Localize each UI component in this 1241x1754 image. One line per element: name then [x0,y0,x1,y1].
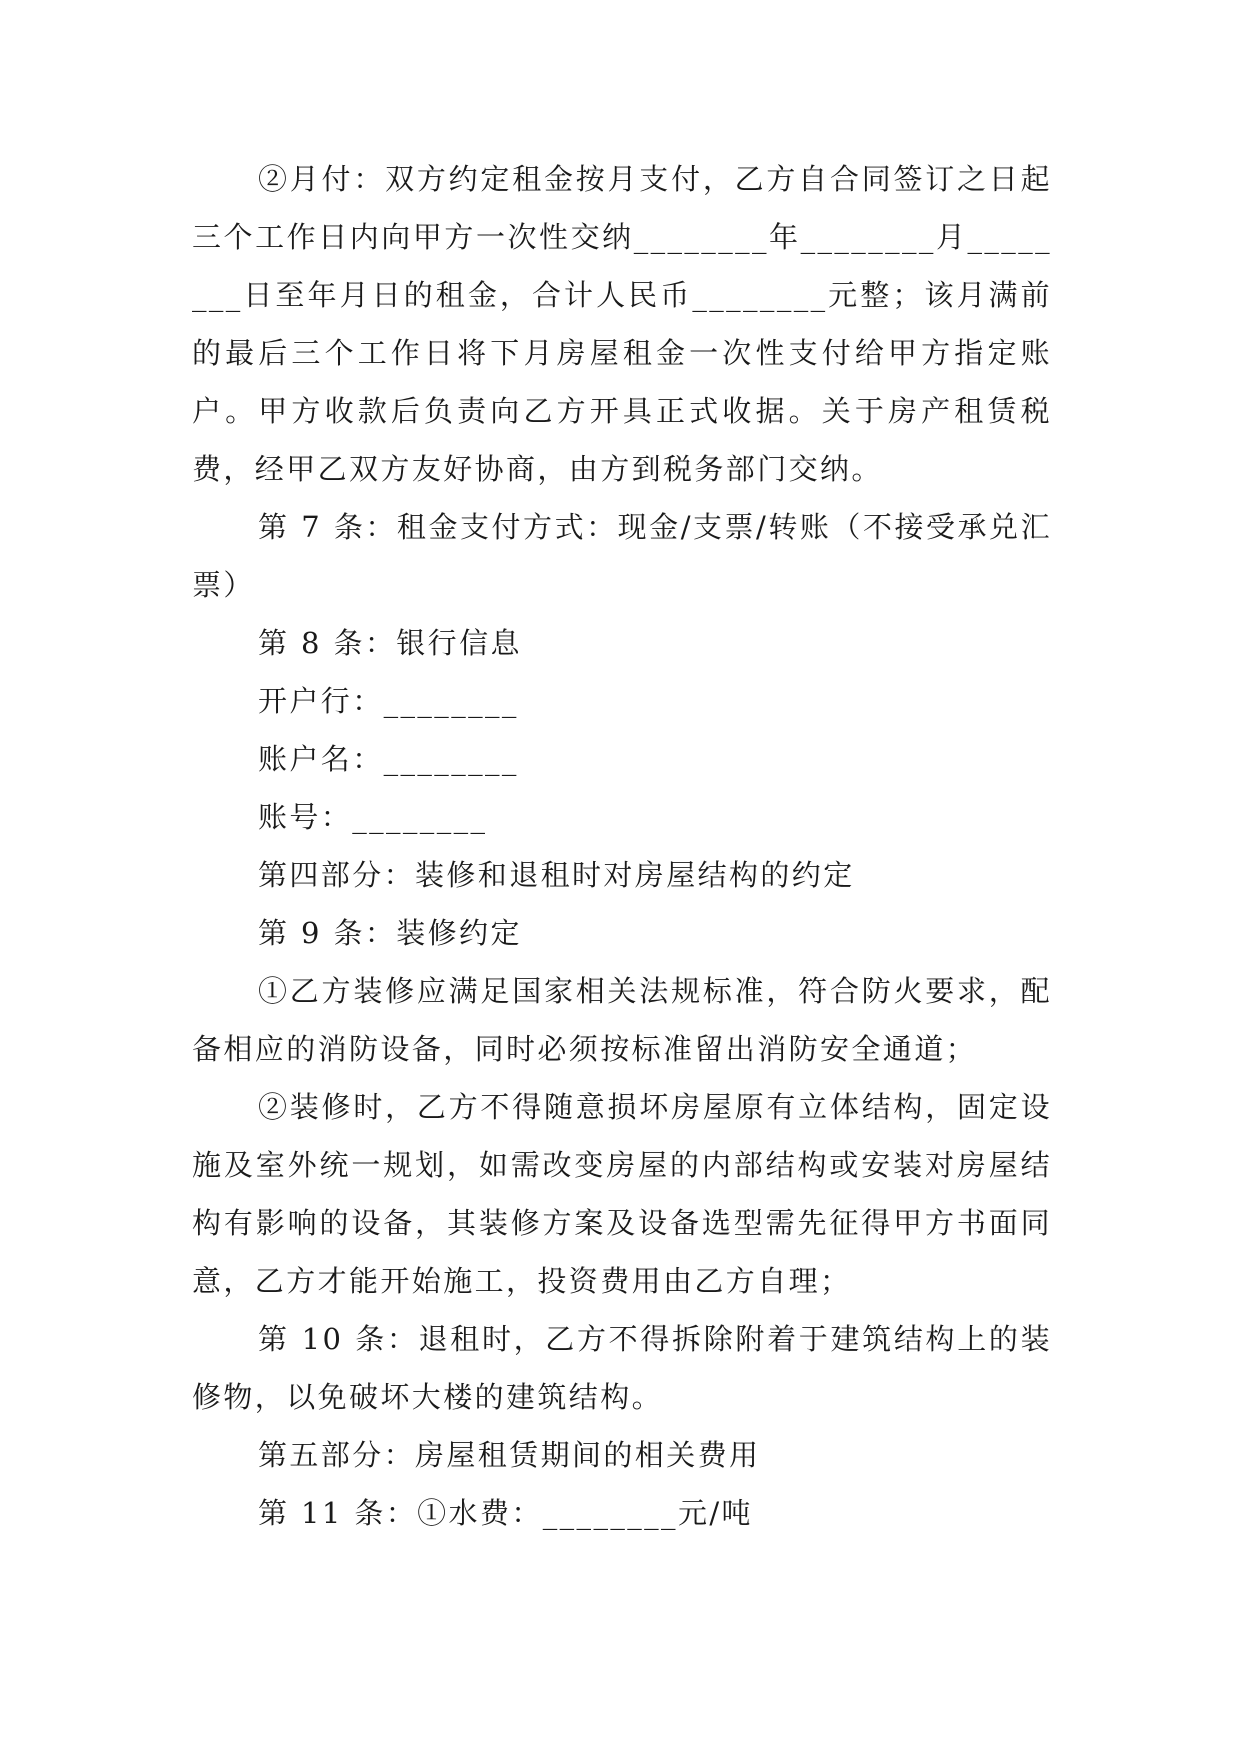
bank-name-line: 开户行：________ [258,684,519,718]
clause-9-item-1: ①乙方装修应满足国家相关法规标准，符合防火要求，配备相应的消防设备，同时必须按标准留出消防安全通道； [192,974,1052,1066]
clause-9-decoration: 第 9 条：装修约定 [258,916,522,950]
clause-10-move-out: 第 10 条：退租时，乙方不得拆除附着于建筑结构上的装修物，以免破坏大楼的建筑结构。 [192,1322,1052,1414]
section-5-heading: 第五部分：房屋租赁期间的相关费用 [258,1438,761,1472]
section-4-heading: 第四部分：装修和退租时对房屋结构的约定 [258,858,855,892]
account-number-line: 账号：________ [258,800,488,834]
account-name-line: 账户名：________ [258,742,519,776]
clause-7-payment-method: 第 7 条：租金支付方式：现金/支票/转账（不接受承兑汇票） [192,510,1052,602]
clause-11-water-fee: 第 11 条：①水费：________元/吨 [258,1496,753,1530]
clause-8-bank-info: 第 8 条：银行信息 [258,626,522,660]
clause-monthly-payment: ②月付：双方约定租金按月支付，乙方自合同签订之日起三个工作日内向甲方一次性交纳________年________月________日至年月日的租金，合计人民币________元整；该月满前的最后三个工作日将下月房屋租金一次性支付给甲方指定账户。甲方收款后负责向乙方开具正式收据。关于房产租赁税费，经甲乙双方友好协商，由方到税务部门交纳。 [192,162,1052,486]
clause-9-item-2: ②装修时，乙方不得随意损坏房屋原有立体结构，固定设施及室外统一规划，如需改变房屋的内部结构或安装对房屋结构有影响的设备，其装修方案及设备选型需先征得甲方书面同意，乙方才能开始施工，投资费用由乙方自理； [192,1090,1052,1298]
document-body [192,150,1052,1542]
